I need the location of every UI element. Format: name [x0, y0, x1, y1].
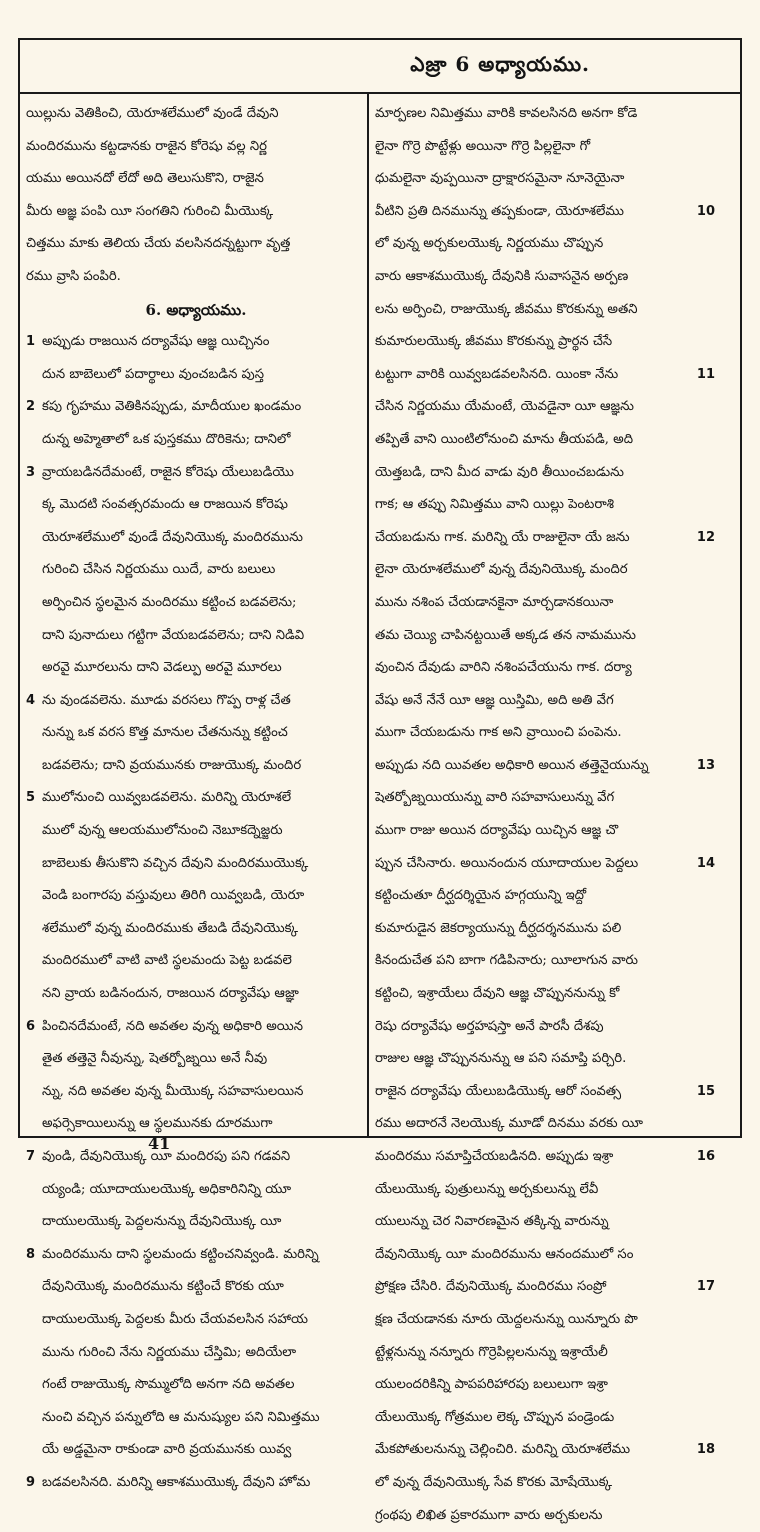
- verse-number: 13: [696, 757, 715, 773]
- verse-number: 2: [26, 399, 36, 415]
- line-text: బాబెలుకు తీసుకొని వచ్చిన దేవుని మందిరముయొక్క: [42, 855, 309, 871]
- verse-line: [375, 1174, 715, 1207]
- verse-line: [26, 391, 366, 424]
- line-text: రెషు దర్యావేషు అర్తహషస్తా అనే పారసీ దేశపు: [375, 1018, 604, 1034]
- line-text: వుండి, దేవునియొక్క యీ మందిరపు పని గడవని: [42, 1149, 291, 1164]
- verse-number: 15: [696, 1083, 715, 1099]
- text-line: [26, 98, 366, 131]
- line-text: మందిరములో వాటి వాటి స్థలమందు పెట్ట బడవలె: [42, 953, 292, 969]
- line-text: వేషు అనే నేనే యీ ఆజ్ఞ యిస్తిమి, అది అతి వేగ: [375, 692, 614, 708]
- line-text: దేవునియొక్క మందిరమును కట్టించే కొరకు యూ: [42, 1279, 284, 1295]
- verse-line: [375, 815, 715, 848]
- line-text: ముగా చేయబడును గాక అని వ్రాయించి పంపెను.: [375, 725, 622, 741]
- verse-line: [26, 1076, 366, 1109]
- line-text: యులున్ను చెర నివారణమైన తక్కిన్న వారున్ను: [375, 1214, 609, 1230]
- verse-line: [26, 1304, 366, 1337]
- line-text: బడవలసినది. మరిన్ని ఆకాశముయొక్క దేవుని హోమ: [42, 1474, 311, 1490]
- verse-line: [375, 848, 715, 881]
- line-text: యే అడ్డమైనా రాకుండా వారి వ్రయమునకు యివ్వ: [42, 1442, 292, 1458]
- verse-line: [375, 1467, 715, 1500]
- line-text: దేవునియొక్క యీ మందిరమును ఆనందములో సం: [375, 1246, 634, 1262]
- verse-line: [375, 1043, 715, 1076]
- verse-line: [26, 489, 366, 522]
- verse-line: [26, 1369, 366, 1402]
- line-text: మందిరమును కట్టడానకు రాజైన కోరెషు వల్ల నిర్ణ: [26, 138, 267, 154]
- line-text: రాజుల ఆజ్ఞ చొప్పుననున్ను ఆ పని సమాప్తి పర్చిరి.: [375, 1051, 627, 1067]
- verse-line: [26, 359, 366, 392]
- verse-line: [375, 782, 715, 815]
- verse-line: [375, 261, 715, 294]
- verse-line: [375, 391, 715, 424]
- line-text: క్క మొదటి సంవత్సరమందు ఆ రాజయిన కోరెషు: [42, 497, 288, 513]
- line-text: అప్పుడు నది యివతల అధికారి అయిన తత్తెనైయున్ను: [375, 757, 649, 773]
- verse-line: [375, 685, 715, 718]
- line-text: మీరు అజ్ఞ పంపి యీ సంగతిని గురించి మీయొక్క: [26, 203, 274, 219]
- verse-line: [26, 620, 366, 653]
- verse-line: [375, 163, 715, 196]
- verse-number: 12: [696, 529, 715, 545]
- verse-line: [26, 326, 366, 359]
- line-text: లో వున్న అర్చకులయొక్క నిర్ణయము చొప్పున: [375, 236, 604, 252]
- verse-line: [375, 131, 715, 164]
- line-text: లైనా గొర్రె పొట్టేళ్లు అయినా గొర్రె పిల్లలైనా గో: [375, 138, 591, 154]
- line-text: వ్రాయబడినదేమంటే, రాజైన కోరెషు యేలుబడియొ: [42, 464, 294, 480]
- verse-line: [26, 1467, 366, 1500]
- verse-line: [26, 1043, 366, 1076]
- line-text: నున్ను ఒక వరస కొత్త మానుల చేతనున్ను కట్టించ: [42, 725, 288, 741]
- verse-line: [26, 750, 366, 783]
- line-text: క్షణ చేయడానకు నూరు యెద్దలనున్ను యిన్నూరు పొ: [375, 1311, 638, 1327]
- line-text: ధుమలైనా వుప్పయినా ద్రాక్షారసమైనా నూనెయైనా: [375, 171, 625, 187]
- line-text: అర్పించిన స్థలమైన మందిరము కట్టించ బడవలెను;: [42, 594, 297, 610]
- line-text: య్యండి; యూదాయులయొక్క అధికారినిన్ని యూ: [42, 1181, 292, 1197]
- verse-line: [375, 1206, 715, 1239]
- verse-line: [26, 1337, 366, 1370]
- verse-line: [375, 1141, 715, 1174]
- verse-line: [26, 913, 366, 946]
- line-text: యులందరికిన్ని పాపపరిహారపు బలులుగా ఇశ్రా: [375, 1377, 608, 1393]
- verse-line: [375, 1304, 715, 1337]
- verse-line: [375, 1337, 715, 1370]
- verse-line: [26, 554, 366, 587]
- line-text: లో వున్న దేవునియొక్క సేవ కొరకు మోషేయొక్క: [375, 1474, 612, 1490]
- verse-line: [26, 1402, 366, 1435]
- line-text: వుంచిన దేవుడు వారిని నశింపచేయును గాక. దర్యా: [375, 660, 632, 676]
- line-text: ప్రోక్షణ చేసిరి. దేవునియొక్క మందిరము సంప్రో: [375, 1279, 607, 1295]
- verse-line: [375, 359, 715, 392]
- line-text: యేలుయొక్క పుత్రులున్ను అర్చకులున్ను లేవీ: [375, 1181, 599, 1197]
- verse-number: 8: [26, 1246, 36, 1262]
- line-text: కట్టించుతూ దీర్ఘదర్శియైన హగ్గయున్ని ఇద్దో: [375, 888, 587, 904]
- verse-number: 10: [696, 203, 715, 219]
- line-text: కినందుచేత పని బాగా గడిపినారు; యీలాగున వారు: [375, 953, 638, 969]
- line-text: టట్టుగా వారికి యివ్వబడవలసినది. యింకా నేను: [375, 366, 619, 382]
- line-text: దాయులయొక్క పెద్దలనున్ను దేవునియొక్క యీ: [42, 1214, 282, 1230]
- verse-line: [26, 1011, 366, 1044]
- line-text: దున్న అహ్మెతాలో ఒక పుస్తకము దొరికెను; దానిలో: [42, 431, 291, 447]
- line-text: దాని పునాదులు గట్టిగా వేయబడవలెను; దాని నిడివి: [42, 627, 305, 643]
- line-text: మును గురించి నేను నిర్ణయము చేస్తిమి; అదియేలా: [42, 1344, 297, 1360]
- line-text: చేసిన నిర్ణయము యేమంటే, యెవడైనా యీ ఆజ్ఞను: [375, 399, 634, 415]
- verse-line: [375, 196, 715, 229]
- line-text: యేలుయొక్క గోత్రముల లెక్క చొప్పున పండ్రెండు: [375, 1409, 615, 1425]
- verse-line: [375, 554, 715, 587]
- chapter-heading: 6. అధ్యాయము.: [145, 300, 247, 319]
- line-text: న్ను, నది అవతల వున్న మీయొక్క సహవాసులయిన: [42, 1083, 304, 1099]
- line-text: తైత తత్తెనై నీవున్ను, షెతర్బోజ్నయి అనే నీవు: [42, 1051, 268, 1067]
- verse-line: [375, 620, 715, 653]
- line-text: మేకపోతులనున్ను చెల్లించిరి. మరిన్ని యెరూశలేము: [375, 1442, 631, 1458]
- verse-line: [375, 1402, 715, 1435]
- verse-line: [26, 587, 366, 620]
- verse-line: [375, 457, 715, 490]
- verse-line: [26, 1271, 366, 1304]
- line-text: తప్పితే వాని యింటిలోనుంచి మాను తీయపడి, అది: [375, 431, 634, 447]
- verse-line: [26, 717, 366, 750]
- line-text: వెండి బంగారపు వస్తువులు తిరిగి యివ్వబడి, యెరూ: [42, 888, 305, 904]
- line-text: వీటిని ప్రతి దినమున్ను తప్పకుండా, యెరూశలేము: [375, 203, 624, 219]
- verse-line: [375, 880, 715, 913]
- verse-line: [375, 1108, 715, 1141]
- line-text: మును నశింప చేయడానకైనా మార్చడానకయినా: [375, 594, 614, 610]
- text-line: [26, 261, 366, 294]
- left-column: [26, 98, 366, 1500]
- line-text: యిల్లును వెతికించి, యెరూశలేములో వుండే దేవుని: [26, 106, 279, 121]
- verse-line: [375, 978, 715, 1011]
- right-column: [375, 98, 715, 1532]
- line-text: కుమారులయొక్క జీవము కొరకున్ను ప్రార్థన చేసే: [375, 334, 613, 350]
- line-text: ట్టేళ్లనున్ను నన్నూరు గొర్రెపిల్లలనున్ను ఇశ్రాయేలీ: [375, 1344, 608, 1360]
- verse-line: [26, 457, 366, 490]
- verse-line: [375, 913, 715, 946]
- verse-line: [26, 1141, 366, 1174]
- text-line: [26, 163, 366, 196]
- line-text: ముగా రాజు అయిన దర్యావేషు యిచ్చిన ఆజ్ఞ చొ: [375, 823, 619, 839]
- line-text: చిత్తము మాకు తెలియ చేయ వలసినదన్నట్టుగా వృత్త: [26, 236, 291, 252]
- line-text: గ్రంథపు లిఖిత ప్రకారముగా వారు అర్చకులను: [375, 1507, 603, 1523]
- line-text: దాయులయొక్క పెద్దలకు మీరు చేయవలసిన సహాయ: [42, 1311, 309, 1327]
- verse-line: [375, 294, 715, 327]
- verse-number: 4: [26, 692, 36, 708]
- verse-number: 16: [696, 1149, 715, 1164]
- verse-line: [26, 848, 366, 881]
- line-text: గురించి చేసిన నిర్ణయము యిదే, వారు బలులు: [42, 562, 276, 578]
- line-text: ను వుండవలెను. మూడు వరసలు గొప్ప రాళ్ల చేత: [42, 692, 291, 708]
- line-text: గాక; ఆ తప్పు నిమిత్తము వాని యిల్లు పెంటరాశి: [375, 497, 614, 513]
- verse-number: 18: [696, 1442, 715, 1458]
- line-text: పించినదేమంటే, నది అవతల వున్న అధికారి అయిన: [42, 1018, 304, 1034]
- line-text: రము అదారనే నెలయొక్క మూడో దినము వరకు యీ: [375, 1116, 643, 1132]
- verse-line: [375, 1011, 715, 1044]
- verse-line: [375, 98, 715, 131]
- line-text: కపు గృహము వెతికినప్పుడు, మాదీయుల ఖండమం: [42, 399, 302, 415]
- verse-line: [375, 652, 715, 685]
- line-text: యెత్తబడి, దాని మీద వాడు వురి తీయించబడును: [375, 464, 624, 480]
- verse-line: [26, 1108, 366, 1141]
- running-header: [20, 40, 740, 94]
- verse-line: [375, 1500, 715, 1532]
- verse-line: [26, 1239, 366, 1272]
- column-divider: [367, 94, 369, 1138]
- line-text: మార్పణల నిమిత్తము వారికి కావలసినది అనగా కోడె: [375, 106, 638, 121]
- line-text: యము అయినదో లేదో అది తెలుసుకొని, రాజైన: [26, 171, 264, 187]
- verse-line: [375, 522, 715, 555]
- line-text: వారు ఆకాశముయొక్క దేవునికి సువాసనైన అర్పణ: [375, 268, 629, 284]
- verse-line: [375, 717, 715, 750]
- verse-line: [375, 1369, 715, 1402]
- line-text: శలేములో వున్న మందిరముకు తేబడి దేవునియొక్క: [42, 920, 298, 936]
- verse-line: [375, 1076, 715, 1109]
- line-text: గంటే రాజుయొక్క సొమ్ములోది అనగా నది అవతల: [42, 1377, 295, 1393]
- verse-number: 17: [696, 1279, 715, 1295]
- line-text: అరవై మూరలును దాని వెడల్పు అరవై మూరలు: [42, 660, 282, 676]
- line-text: నని వ్రాయ బడినందున, రాజయిన దర్యావేషు ఆజ్ఞా: [42, 986, 299, 1002]
- line-text: మందిరము సమాప్తిచేయబడినది. అప్పుడు ఇశ్రా: [375, 1149, 614, 1164]
- verse-line: [26, 815, 366, 848]
- line-text: ములో వున్న ఆలయములోనుంచి నెబూకద్నెజ్జరు: [42, 823, 283, 839]
- verse-number: 6: [26, 1018, 36, 1034]
- verse-line: [26, 1174, 366, 1207]
- line-text: కుమారుడైన జెకర్యాయున్ను దీర్ఘదర్శనమును పలి: [375, 920, 622, 936]
- verse-line: [26, 1434, 366, 1467]
- line-text: బడవలెను; దాని వ్రయమునకు రాజుయొక్క మందిర: [42, 757, 302, 773]
- line-text: యెరూశలేములో వుండే దేవునియొక్క మందిరమును: [42, 529, 303, 545]
- verse-line: [375, 750, 715, 783]
- verse-line: [375, 587, 715, 620]
- verse-line: [375, 228, 715, 261]
- verse-line: [375, 1239, 715, 1272]
- verse-number: 5: [26, 790, 36, 806]
- line-text: ములోనుంచి యివ్వబడవలెను. మరిన్ని యెరూశలే: [42, 790, 292, 806]
- line-text: లైనా యెరూశలేములో వున్న దేవునియొక్క మందిర: [375, 562, 628, 578]
- verse-line: [375, 1271, 715, 1304]
- verse-line: [26, 424, 366, 457]
- verse-line: [26, 652, 366, 685]
- verse-line: [26, 945, 366, 978]
- verse-line: [375, 326, 715, 359]
- line-text: నుంచి వచ్చిన పన్నులోది ఆ మనుష్యుల పని నిమిత్తము: [42, 1409, 320, 1425]
- verse-line: [375, 1434, 715, 1467]
- verse-number: 14: [696, 855, 715, 871]
- line-text: ప్పున చేసినారు. అయినందున యూదాయుల పెద్దలు: [375, 855, 639, 871]
- line-text: చేయబడును గాక. మరిన్ని యే రాజులైనా యే జను: [375, 529, 630, 545]
- verse-number: 9: [26, 1474, 36, 1490]
- verse-line: [375, 489, 715, 522]
- verse-line: [375, 945, 715, 978]
- verse-number: 1: [26, 334, 36, 350]
- line-text: తమ చెయ్యి చాపినట్టయితే అక్కడ తన నామమును: [375, 627, 636, 643]
- verse-line: [26, 685, 366, 718]
- line-text: కట్టించి, ఇశ్రాయేలు దేవుని ఆజ్ఞ చొప్పుననున్ను కో: [375, 986, 620, 1002]
- line-text: రాజైన దర్యావేషు యేలుబడియొక్క ఆరో సంవత్స: [375, 1083, 622, 1099]
- verse-number: 3: [26, 464, 36, 480]
- verse-number: 7: [26, 1149, 36, 1164]
- line-text: అప్పుడు రాజయిన దర్యావేషు ఆజ్ఞ యిచ్చినం: [42, 334, 270, 350]
- text-line: [26, 196, 366, 229]
- line-text: అఫర్సెకాయిలున్ను ఆ స్థలమునకు దూరముగా: [42, 1116, 273, 1132]
- text-line: [26, 228, 366, 261]
- verse-line: [26, 522, 366, 555]
- verse-line: [26, 782, 366, 815]
- page-number: 41: [148, 1134, 171, 1153]
- header-title: ఎజ్రా 6 అధ్యాయము.: [410, 51, 590, 76]
- line-text: లను అర్పించి, రాజుయొక్క జీవము కొరకున్ను అతని: [375, 301, 638, 317]
- verse-line: [26, 880, 366, 913]
- verse-number: 11: [696, 366, 715, 382]
- line-text: దున బాబెలులో పదార్థాలు వుంచబడిన పుస్త: [42, 366, 264, 382]
- verse-line: [26, 1206, 366, 1239]
- line-text: రము వ్రాసి పంపిరి.: [26, 268, 121, 284]
- verse-line: [375, 424, 715, 457]
- text-line: [26, 131, 366, 164]
- line-text: షెతర్బోజ్నయియున్ను వారి సహవాసులున్ను వేగ: [375, 790, 615, 806]
- verse-line: [26, 978, 366, 1011]
- line-text: మందిరమును దాని స్థలమందు కట్టించనివ్వండి. మరిన్ని: [42, 1246, 319, 1262]
